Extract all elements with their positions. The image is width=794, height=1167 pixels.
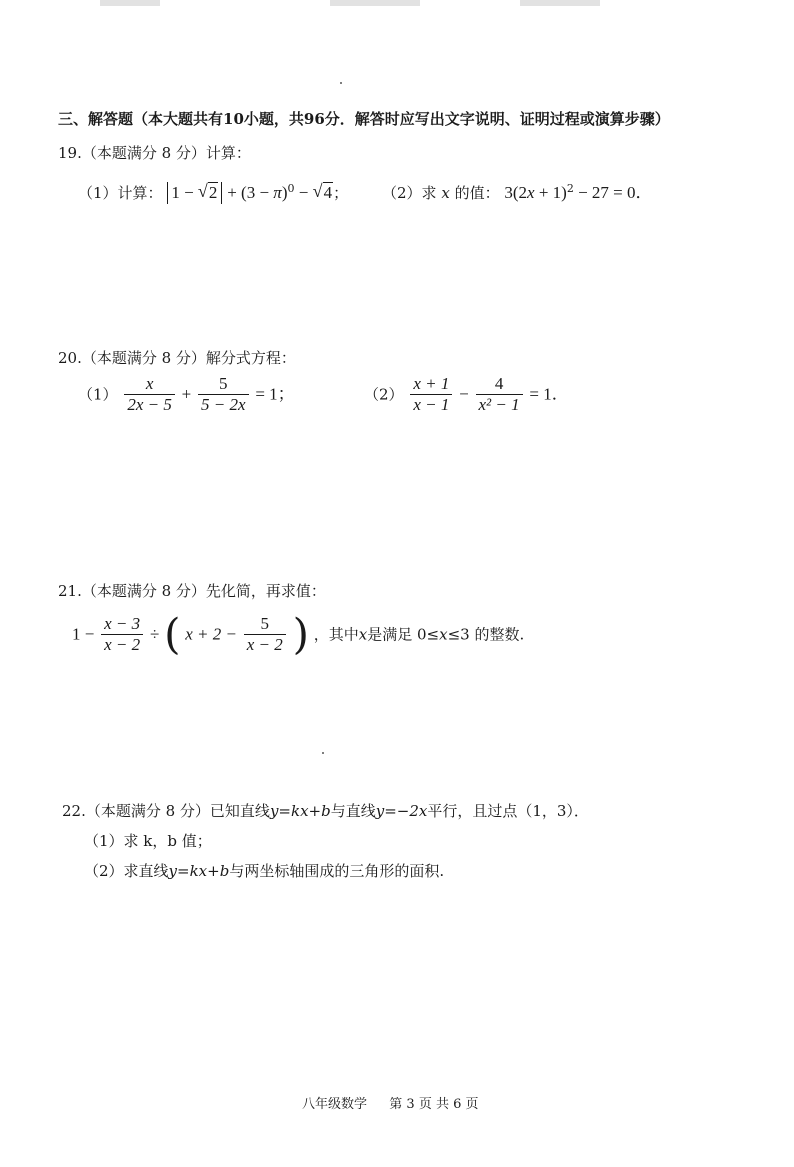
question-19-heading: 19.（本题满分 8 分）计算：: [58, 144, 251, 162]
denominator: x² − 1: [478, 395, 520, 414]
sqrt-expression: √ 2: [197, 181, 218, 202]
section-title: 三、解答题（本大题共有10小题，共96分．解答时应写出文字说明、证明过程或演算步骤）: [58, 110, 670, 128]
fraction: [101, 614, 143, 655]
question-19-part-2: [382, 178, 653, 204]
operator: +: [181, 384, 192, 404]
question-20-part-1: [78, 374, 295, 422]
numerator: x: [124, 374, 175, 395]
question-20-heading: 20.（本题满分 8 分）解分式方程：: [58, 349, 296, 367]
scan-speck: [340, 82, 342, 84]
numerator: x + 1: [410, 374, 452, 395]
operator: −: [459, 384, 469, 404]
part-label: （1）: [78, 385, 118, 404]
scan-speck: [322, 752, 324, 754]
expr-text: 1 −: [72, 624, 95, 644]
question-21-heading: 21.（本题满分 8 分）先化简，再求值：: [58, 582, 326, 600]
exponent: 2: [566, 182, 574, 195]
scan-artifact: [330, 0, 420, 6]
footer-page-number: 第 3 页 共 6 页: [389, 1097, 479, 1112]
equation: y=kx+b: [168, 862, 230, 880]
fraction: [198, 374, 249, 415]
radicand: 2: [208, 183, 218, 202]
footer-subject: 八年级数学: [302, 1097, 368, 1112]
question-22-heading: [62, 800, 589, 822]
numerator: x − 3: [101, 614, 143, 635]
text: （2）求直线: [84, 862, 169, 880]
text: 与两坐标轴围成的三角形的面积.: [229, 862, 445, 880]
variable: x: [441, 184, 450, 202]
text: 与直线: [330, 802, 376, 820]
text: 平行，且过点（1，3）．: [427, 802, 589, 820]
expr-text: x + 2 −: [185, 624, 237, 644]
denominator: x − 2: [246, 635, 283, 654]
part-label: （1）计算：: [78, 184, 163, 202]
question-22-part-2: [84, 860, 444, 882]
exponent: 0: [287, 182, 295, 195]
pi-symbol: π: [273, 183, 282, 202]
sqrt-expression: √ 4: [312, 181, 333, 202]
scan-artifact: [100, 0, 160, 6]
numerator: 5: [198, 374, 249, 395]
text: ，其中: [313, 625, 359, 644]
denominator: 2x − 5: [127, 395, 172, 414]
expr-text: − 27 = 0．: [573, 183, 653, 202]
numerator: 4: [476, 374, 523, 395]
equation-rhs: = 1．: [529, 384, 569, 404]
question-20-part-2: [364, 374, 569, 422]
page-footer: [302, 1093, 479, 1112]
fraction: [244, 614, 286, 655]
question-21-expression: [72, 609, 525, 666]
text: 22.（本题满分 8 分）已知直线: [62, 802, 270, 820]
expr-text: + 1): [534, 183, 567, 202]
variable: x: [527, 183, 535, 202]
text: 的值：: [454, 184, 500, 202]
variable: x: [439, 625, 448, 644]
equation-rhs: = 1；: [255, 384, 295, 404]
question-22-part-1: （1）求 k，b 值；: [84, 832, 212, 850]
fraction: [476, 374, 523, 415]
left-paren: (: [164, 609, 181, 659]
expr-text: −: [294, 183, 313, 202]
fraction: [124, 374, 175, 415]
fraction: [410, 374, 452, 415]
condition-text: [314, 626, 525, 644]
scan-artifact: [520, 0, 600, 6]
variable: x: [358, 625, 368, 644]
punctuation: ；: [333, 184, 349, 202]
numerator: 5: [244, 614, 286, 635]
expr-text: 1 −: [171, 183, 198, 202]
text: 是满足 0≤: [367, 625, 440, 644]
part-label: （2）: [364, 385, 404, 404]
right-paren: ): [292, 609, 309, 659]
absolute-value-expression: [167, 182, 222, 204]
expr-text: + (3 −: [227, 183, 274, 202]
operator: ÷: [149, 624, 160, 644]
expr-text: ): [281, 183, 288, 202]
denominator: x − 1: [413, 395, 450, 414]
part-label: （2）求: [382, 184, 437, 202]
equation: y=−2x: [375, 802, 428, 820]
text: ≤3 的整数.: [447, 625, 525, 644]
expr-text: 3(2: [504, 183, 528, 202]
denominator: 5 − 2x: [201, 395, 246, 414]
equation: y=kx+b: [269, 802, 331, 820]
denominator: x − 2: [104, 635, 141, 654]
radicand: 4: [323, 183, 333, 202]
question-19-part-1: [78, 178, 348, 204]
